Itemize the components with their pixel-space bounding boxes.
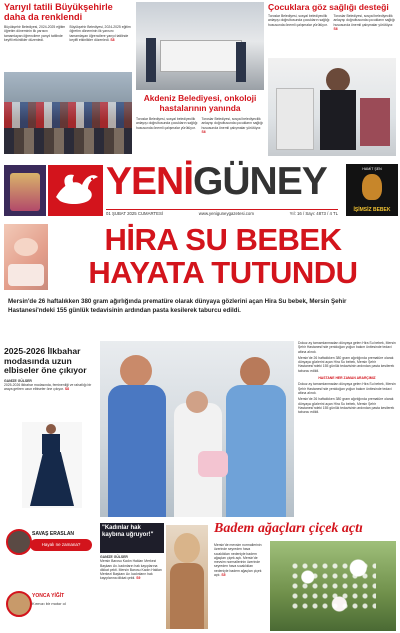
- left-story: [4, 347, 96, 507]
- dove-logo-icon: [48, 165, 103, 216]
- center-top-more[interactable]: S6: [201, 129, 206, 134]
- column-box: [100, 523, 210, 631]
- right-ad-title: HAMİT ŞEN: [362, 167, 382, 171]
- column-more[interactable]: S9: [136, 576, 141, 581]
- badem-more[interactable]: S5: [221, 573, 226, 578]
- dress-photo: [22, 422, 82, 508]
- top-left-body-2: Büyükşehir Belediyesi, 2024-2025 eğitim öğretim döneminin ilk yarısını tamamlayan öğrencilere yarıyıl tatilinde keyifli etkinlikler düzenledi.: [69, 25, 131, 42]
- column-byline: GANİZE GÜLSER: [100, 555, 128, 559]
- top-right-photo: [268, 58, 396, 156]
- columnist-name-2: YONCA YİĞİT: [32, 593, 65, 599]
- column-photo: [166, 525, 208, 629]
- main-headline-line1: HİRA SU BEBEK: [104, 222, 342, 257]
- columnist-title-1: Hayalı ne zamana?: [30, 539, 92, 551]
- column-body: Mersin Barosu Kadın Hakları Merkezi Başkanı Av. kadınların hak kayıplarına dikkat çekti.: [100, 559, 158, 572]
- badem-body-2: Mersin'de mevsim normallerinin üzerinde seyreden hava sıcaklıkları nedeniyle badem ağaçları çiçek açtı.: [214, 555, 262, 578]
- columnists: [4, 521, 96, 631]
- columnist-title-2: Kırmızı bir motor ol: [32, 601, 66, 606]
- main-lead: Mersin'de 26 haftalıkken 380 gram ağırlığında prematüre olarak dünyaya gözlerini açan Hira Su bebek, Mersin Şehir Hastanesi'ndeki 155 günlük tedavisinin ardından pasta kesilerek taburcu edildi.: [8, 298, 347, 314]
- hospital-photo: [100, 341, 294, 517]
- main-headline-line2: HAYATA TUTUNDU: [88, 255, 358, 290]
- issue-number: Yıl: 16 / Sayı: 4873 / 4 TL: [289, 211, 338, 216]
- masthead-logo[interactable]: [106, 160, 327, 204]
- top-right-headline[interactable]: Çocuklara göz sağlığı desteği: [268, 2, 389, 12]
- badem-body: Mersin'de mevsim normallerinin üzerinde seyreden hava sıcaklıkları nedeniyle badem ağaçları çiçek açtı.: [214, 543, 262, 560]
- main-story-body-2: Mersin'de 26 haftalıkken 380 gram ağırlığında prematüre olarak dünyaya gözlerini açan Hira Su bebek, Mersin Şehir Hastanesi'ndeki 155 günlük tedavisinin ardından pasta kesilerek taburcu edildi.: [298, 355, 395, 373]
- issue-date: 01 ŞUBAT 2025 CUMARTESİ: [106, 211, 164, 216]
- badem-headline[interactable]: Badem ağaçları çiçek açtı: [214, 521, 363, 536]
- center-top-photo: [136, 2, 264, 90]
- left-story-headline[interactable]: 2025-2026 İlkbahar modasında uzun elbiseler öne çıkıyor: [4, 346, 87, 376]
- masthead-left-ad[interactable]: [4, 165, 46, 216]
- top-left-more[interactable]: S8: [110, 37, 115, 42]
- logo-yeni: YENİ: [106, 160, 194, 203]
- dateline: [106, 209, 338, 218]
- main-story-quote: HASTANE HER ZAMAN ARARÇIMIZ: [318, 376, 376, 381]
- center-top-headline[interactable]: Akdeniz Belediyesi, onkoloji hastalarının yanında: [143, 93, 257, 113]
- top-left-body: Büyükşehir Belediyesi, 2024-2025 eğitim öğretim döneminin ilk yarısını tamamlayan öğrencilere yarıyıl tatilinde keyifli etkinlikler düzenledi.: [4, 25, 66, 42]
- left-story-body: 2025-2026 ilkbahar modasında, feminenliği ve rahatlığı bir araya getiren uzun elbiseler öne çıkıyor.: [4, 383, 92, 392]
- center-top-body-2: Toroslar Belediyesi, sosyal belediyecilik anlayışı doğrultusunda çocukların sağlığı hususunda önemli çalışmalar yürütüyor.: [201, 117, 263, 130]
- logo-guney: GÜNEY: [193, 160, 327, 203]
- columnist-avatar-1: [6, 529, 32, 555]
- columnist-name-1: SAVAŞ ERASLAN: [32, 531, 75, 537]
- right-ad[interactable]: [346, 164, 398, 216]
- top-right-more[interactable]: S6: [333, 26, 338, 31]
- main-story-body-4: Mersin'de 26 haftalıkken 380 gram ağırlığında prematüre olarak dünyaya gözlerini açan Hira Su bebek, Mersin Şehir Hastanesi'ndeki 155 günlük tedavisinin ardından pasta kesilerek taburcu edildi.: [298, 397, 395, 415]
- website-link[interactable]: www.yeniguneygazetesi.com: [198, 211, 254, 216]
- columnist-avatar-2: [6, 591, 32, 617]
- almond-blossom-photo: [270, 541, 396, 631]
- top-left-photo: [4, 72, 132, 154]
- top-left-headline[interactable]: Yarıyıl tatili Büyükşehirle daha da renklendi: [4, 2, 113, 22]
- center-top-story: [136, 2, 264, 157]
- column-headline[interactable]: "Kadınlar hak kaybına uğruyor!": [100, 523, 164, 553]
- top-right-body-2: Toroslar Belediyesi, sosyal belediyecilik anlayışı doğrultusunda çocukların sağlığı hususunda önemli çalışmalar yürütüyor.: [333, 14, 395, 27]
- baby-photo: [4, 224, 48, 290]
- column-body-2: Mersin Barosu Kadın Hakları Merkezi Başkanı Av. kadınların hak kayıplarına dikkat çekti.: [100, 567, 163, 581]
- main-headline[interactable]: [50, 223, 396, 289]
- main-story-body-1: Dokuz ay tamamlanmadan dünyaya gelen Hira Su bebek, Mersin Şehir Hastanesi'nde yenidoğan yoğun bakım ünitesinde tedavi altına alındı.: [298, 341, 396, 354]
- right-ad-subtitle: İŞİMSİZ BEBEK: [353, 207, 391, 213]
- center-top-body: Toroslar Belediyesi, sosyal belediyecilik anlayışı doğrultusunda çocukların sağlığı hususunda önemli çalışmalar yürütüyor.: [136, 117, 198, 130]
- columnist-card-2[interactable]: [4, 589, 96, 629]
- columnist-card-1[interactable]: [4, 525, 96, 569]
- left-story-byline: GANİZE GÜLSER: [4, 378, 32, 383]
- badem-story: [214, 521, 396, 631]
- main-story-text: [298, 341, 396, 519]
- top-left-story: [4, 2, 132, 157]
- top-right-story: [268, 2, 396, 157]
- left-story-more[interactable]: S8: [64, 387, 70, 392]
- top-right-body: Toroslar Belediyesi, sosyal belediyecilik anlayışı doğrultusunda çocukların sağlığı hususunda önemli çalışmalar yürütüyor.: [268, 14, 330, 27]
- main-story-body-3: Dokuz ay tamamlanmadan dünyaya gelen Hira Su bebek, Mersin Şehir Hastanesi'nde yenidoğan yoğun bakım ünitesinde tedavi altına alındı.: [298, 382, 396, 395]
